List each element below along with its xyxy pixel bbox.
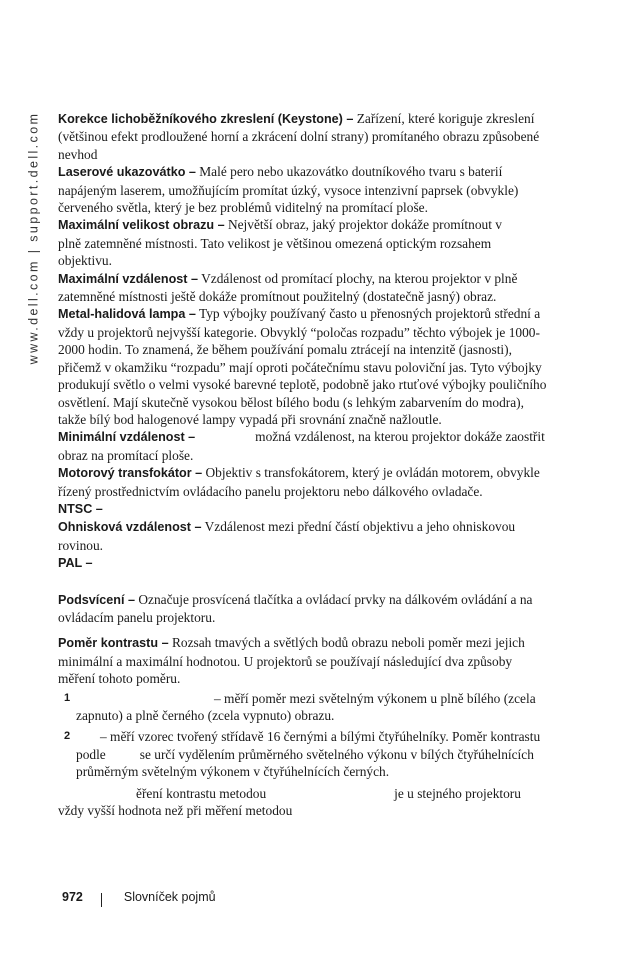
glossary-entry — [58, 554, 548, 572]
contrast-method-list — [58, 690, 548, 781]
list-item — [58, 690, 548, 725]
page-footer — [62, 890, 216, 904]
section-title: Slovníček pojmů — [123, 890, 216, 904]
entry-term: Podsvícení – — [58, 592, 135, 607]
glossary-entry — [58, 464, 548, 500]
list-number: 2 — [64, 730, 71, 743]
entry-text: Objektiv s transfokátorem, který je ovládán motorem, obvykle řízený prostřednictvím ovládacího panelu projektoru nebo dálkového ovladače. — [58, 465, 540, 499]
entry-term: PAL – — [58, 556, 93, 571]
glossary-entry — [58, 216, 548, 269]
footer-divider — [101, 893, 102, 907]
entry-term: Ohnisková vzdálenost – — [58, 520, 202, 535]
glossary-content — [58, 110, 548, 819]
list-item — [58, 728, 548, 780]
entry-term: Maximální vzdálenost – — [58, 271, 198, 286]
entry-text: Rozsah tmavých a světlých bodů obrazu neboli poměr mezi jejich minimální a maximální hodnotou. U projektorů se používají následující dva způsoby měření tohoto poměru. — [58, 635, 525, 687]
glossary-entry — [58, 518, 548, 554]
entry-text: Zařízení, které koriguje zkreslení (většinou efekt prodloužené horní a zkrácení dolní strany) promítaného obrazu způsobené nevhod — [58, 111, 540, 162]
entry-text: Největší obraz, jaký projektor dokáže promítnout v plně zatemněné místnosti. Tato velikost je většinou omezená optickým rozsahem objektivu. — [58, 217, 502, 269]
entry-text: možná vzdálenost, na kterou projektor dokáže zaostřit obraz na promítací ploše. — [58, 429, 545, 463]
list-number: 1 — [64, 691, 71, 704]
tail-text: je u stejného projektoru vždy vyšší hodnota než při měření metodou — [58, 785, 521, 819]
glossary-entry — [58, 163, 548, 216]
entry-text: Typ výbojky používaný často u přenosných projektorů střední a vždy u projektorů nejvyšší kategorie. Obvyklý “poločas rozpadu” těchto výbojek je 1000-2000 hodin. To znamená, že během používání pomalu ztrácejí na intenzitě (jasnosti), přičemž v okamžiku “rozpadu” mají oproti počátečnímu stavu poloviční jas. Tyto výbojky produkují světlo o velmi vysoké barevné teplotě, podobně jako rtuťové výbojky pouličního osvětlení. Mají skutečně vysokou bělost bílého bodu (s lehkým zabarvením do modra), takže bílý bod halogenové lampy vypadá při srovnání značně nažloutle. — [58, 306, 547, 427]
entry-term: Metal-halidová lampa – — [58, 307, 196, 322]
entry-term: Poměr kontrastu – — [58, 636, 169, 651]
entry-term: Minimální vzdálenost – — [58, 430, 196, 445]
glossary-entry — [58, 305, 548, 428]
entry-text: Malé pero nebo ukazovátko doutníkového tvaru s baterií napájeným laserem, umožňujícím promítat úzký, vysoce intenzivní paprsek (obvykle) červeného světla, který je bez problémů viditelný na promítací ploše. — [58, 164, 519, 216]
glossary-entry-tail — [58, 785, 548, 820]
entry-term: Korekce lichoběžníkového zkreslení (Keystone) – — [58, 112, 354, 126]
entry-term: NTSC – — [58, 501, 103, 516]
glossary-entry — [58, 634, 548, 687]
side-url-text: www.dell.com | support.dell.com — [26, 111, 40, 365]
glossary-entry — [58, 591, 548, 627]
glossary-entry — [58, 270, 548, 306]
entry-text: Označuje prosvícená tlačítka a ovládací prvky na dálkovém ovládání a na ovládacím panelu projektoru. — [58, 591, 533, 625]
entry-term: Motorový transfokátor – — [58, 466, 203, 481]
glossary-entry — [58, 110, 548, 163]
tail-text: ěření kontrastu metodou — [136, 785, 267, 801]
entry-text: Vzdálenost od promítací plochy, na kterou projektor v plně zatemněné místnosti ještě dokáže promítnout použitelný (dostatečně jasný) obraz. — [58, 270, 518, 305]
list-item-text: se určí vydělením průměrného světelného výkonu v bílých čtyřúhelnících průměrným světelným výkonem v čtyřúhelnících černých. — [76, 746, 534, 780]
page-number: 972 — [62, 890, 83, 904]
entry-text: Vzdálenost mezi přední částí objektivu a jeho ohniskovou rovinou. — [58, 519, 516, 553]
list-item-text: – měří poměr mezi světelným výkonem u plně bílého (zcela zapnuto) a plně černého (zcela vypnuto) obrazu. — [76, 690, 536, 723]
glossary-entry — [58, 500, 548, 518]
side-url — [20, 88, 46, 388]
entry-term: Maximální velikost obrazu – — [58, 218, 225, 233]
glossary-entry — [58, 428, 548, 464]
list-item-text: – měří vzorec tvořený střídavě 16 černými a bílými čtyřúhelníky. Poměr kontrastu podle — [76, 729, 541, 762]
entry-term: Laserové ukazovátko – — [58, 165, 196, 180]
